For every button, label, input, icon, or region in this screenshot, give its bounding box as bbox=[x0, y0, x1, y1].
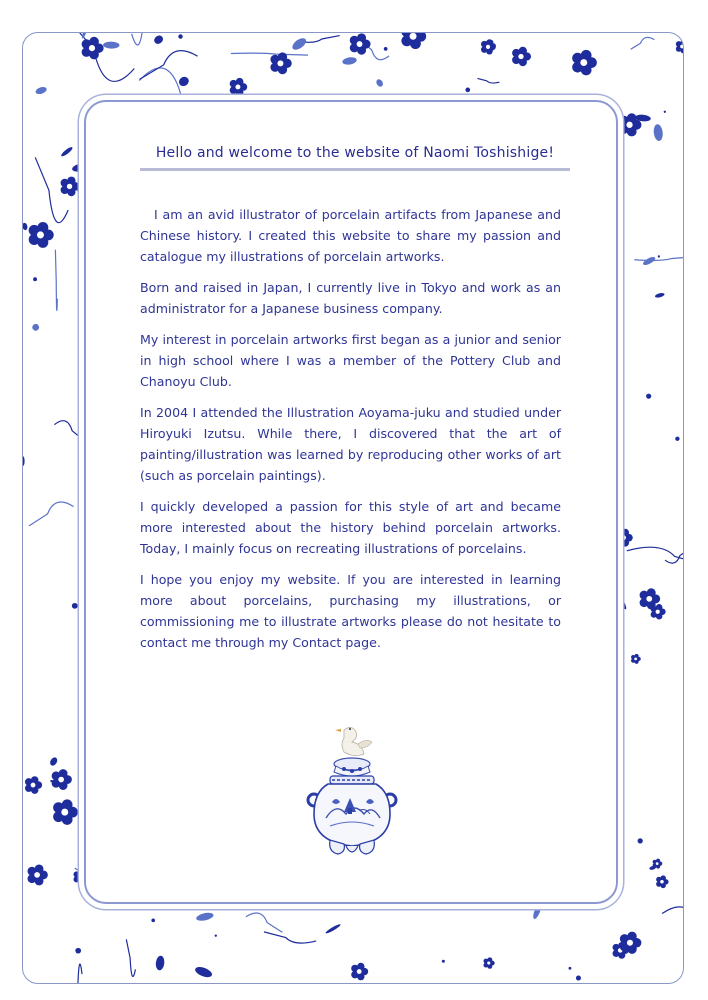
vine-stroke bbox=[54, 421, 84, 441]
flower-petal bbox=[656, 859, 660, 863]
vine-stroke bbox=[139, 51, 197, 80]
berry-dot bbox=[75, 948, 81, 954]
berry-dot bbox=[664, 111, 666, 113]
flower-center bbox=[487, 961, 490, 964]
leaf bbox=[35, 86, 48, 96]
leaf bbox=[31, 323, 40, 332]
berry-dot bbox=[658, 255, 660, 257]
paragraph: In 2004 I attended the Illustration Aoyama-juku and studied under Hiroyuki Izutsu. While there, I discovered that the art of painting/illustration was learned by reproducing other works of art (such as porcelain paintings). bbox=[140, 405, 561, 483]
berry-dot bbox=[72, 603, 78, 609]
leaf bbox=[194, 965, 214, 979]
flower-center bbox=[34, 872, 40, 878]
leaf bbox=[532, 903, 543, 920]
flower-petal bbox=[357, 963, 364, 970]
flower-center bbox=[634, 658, 637, 661]
leaf bbox=[49, 756, 59, 767]
flower-petal bbox=[59, 769, 68, 778]
vine-stroke bbox=[631, 37, 655, 49]
flower-center bbox=[78, 875, 82, 879]
flower-petal bbox=[634, 654, 638, 658]
vine-stroke bbox=[64, 33, 134, 81]
title-divider bbox=[140, 168, 570, 171]
flower-center bbox=[67, 184, 72, 189]
vine-stroke bbox=[231, 53, 308, 55]
flower-petal bbox=[37, 222, 48, 233]
flower-petal bbox=[656, 604, 663, 611]
flower-center bbox=[89, 45, 95, 51]
paragraph: I quickly developed a passion for this style of art and became more interested about the history behind porcelain artworks. Today, I mainly focus on recreating illustrations of porcelains. bbox=[140, 499, 561, 556]
leaf bbox=[103, 41, 120, 48]
paragraph: I hope you enjoy my website. If you are interested in learning more about porcelains, purchasing my illustrations, or commissioning me to illustrate artworks please do not hesitate to contact me through my Contact page. bbox=[140, 572, 561, 650]
vine-stroke bbox=[246, 913, 282, 932]
flower-center bbox=[621, 535, 626, 540]
flower-center bbox=[486, 45, 490, 49]
flower-center bbox=[357, 969, 362, 974]
vine-stroke bbox=[477, 78, 499, 83]
berry-dot bbox=[228, 908, 230, 910]
flower-petal bbox=[278, 52, 287, 61]
flower-petal bbox=[31, 776, 38, 783]
leaf bbox=[60, 146, 73, 158]
intro-text bbox=[140, 204, 561, 663]
berry-dot bbox=[384, 47, 388, 51]
vine-stroke bbox=[132, 33, 153, 45]
berry-dot bbox=[33, 277, 37, 281]
flower-center bbox=[277, 60, 283, 66]
flower-petal bbox=[621, 529, 629, 537]
flower-center bbox=[627, 940, 633, 946]
flower-center bbox=[357, 41, 363, 47]
flower-petal bbox=[35, 864, 44, 873]
flower-petal bbox=[236, 78, 244, 86]
paragraph: My interest in porcelain artworks first began as a junior and senior in high school where I was a member of the Pottery Club and Chanoyu Club. bbox=[140, 332, 561, 389]
flower-center bbox=[61, 809, 68, 816]
leaf bbox=[342, 56, 357, 65]
flower-center bbox=[656, 610, 660, 614]
leaf bbox=[653, 124, 664, 142]
flower-petal bbox=[357, 33, 366, 42]
vine-stroke bbox=[662, 907, 683, 941]
page-title: Hello and welcome to the website of Naomi Toshishige! bbox=[155, 145, 555, 161]
flower-petal bbox=[660, 875, 665, 880]
berry-dot bbox=[465, 87, 470, 92]
vine-stroke bbox=[264, 932, 316, 943]
berry-dot bbox=[569, 967, 572, 970]
berry-dot bbox=[675, 437, 679, 441]
flower-petal bbox=[67, 177, 75, 185]
flower-center bbox=[646, 596, 652, 602]
berry-dot bbox=[178, 34, 182, 38]
flower-center bbox=[31, 783, 36, 788]
vine-stroke bbox=[75, 964, 82, 983]
berry-dot bbox=[215, 934, 217, 936]
paragraph: Born and raised in Japan, I currently live in Tokyo and work as an administrator for a Japanese business company. bbox=[140, 280, 561, 316]
flower-center bbox=[580, 59, 587, 66]
flower-center bbox=[235, 84, 240, 89]
flower-center bbox=[518, 54, 523, 59]
leaf bbox=[23, 456, 25, 466]
berry-dot bbox=[638, 838, 643, 843]
leaf bbox=[195, 911, 214, 922]
leaf bbox=[153, 34, 165, 46]
flower-center bbox=[660, 880, 663, 883]
paragraph: I am an avid illustrator of porcelain artifacts from Japanese and Chinese history. I created this website to share my passion and catalogue my illustrations of porcelain artworks. bbox=[140, 207, 561, 264]
berry-dot bbox=[576, 976, 581, 981]
vine-stroke bbox=[55, 250, 57, 311]
flower-center bbox=[37, 231, 44, 238]
vine-stroke bbox=[126, 939, 135, 976]
flower-petal bbox=[627, 932, 636, 941]
flower-petal bbox=[647, 588, 656, 597]
flower-petal bbox=[581, 50, 592, 61]
flower-center bbox=[410, 33, 417, 40]
flower-petal bbox=[487, 957, 492, 962]
flower-petal bbox=[62, 799, 73, 810]
vine-stroke bbox=[29, 502, 74, 526]
leaf bbox=[617, 594, 628, 610]
flower-petal bbox=[519, 47, 527, 55]
flower-center bbox=[626, 122, 632, 128]
leaf bbox=[177, 75, 190, 88]
flower-center bbox=[58, 777, 64, 783]
leaf bbox=[375, 78, 384, 88]
berry-dot bbox=[151, 919, 155, 923]
leaf bbox=[155, 955, 165, 971]
porcelain-vase-illustration bbox=[300, 722, 404, 870]
berry-dot bbox=[442, 960, 445, 963]
flower-center bbox=[656, 862, 659, 865]
leaf bbox=[290, 36, 308, 52]
flower-petal bbox=[89, 37, 99, 47]
flower-petal bbox=[486, 39, 492, 45]
leaf bbox=[654, 292, 665, 298]
leaf bbox=[23, 222, 28, 230]
berry-dot bbox=[646, 394, 651, 399]
leaf bbox=[325, 923, 341, 934]
